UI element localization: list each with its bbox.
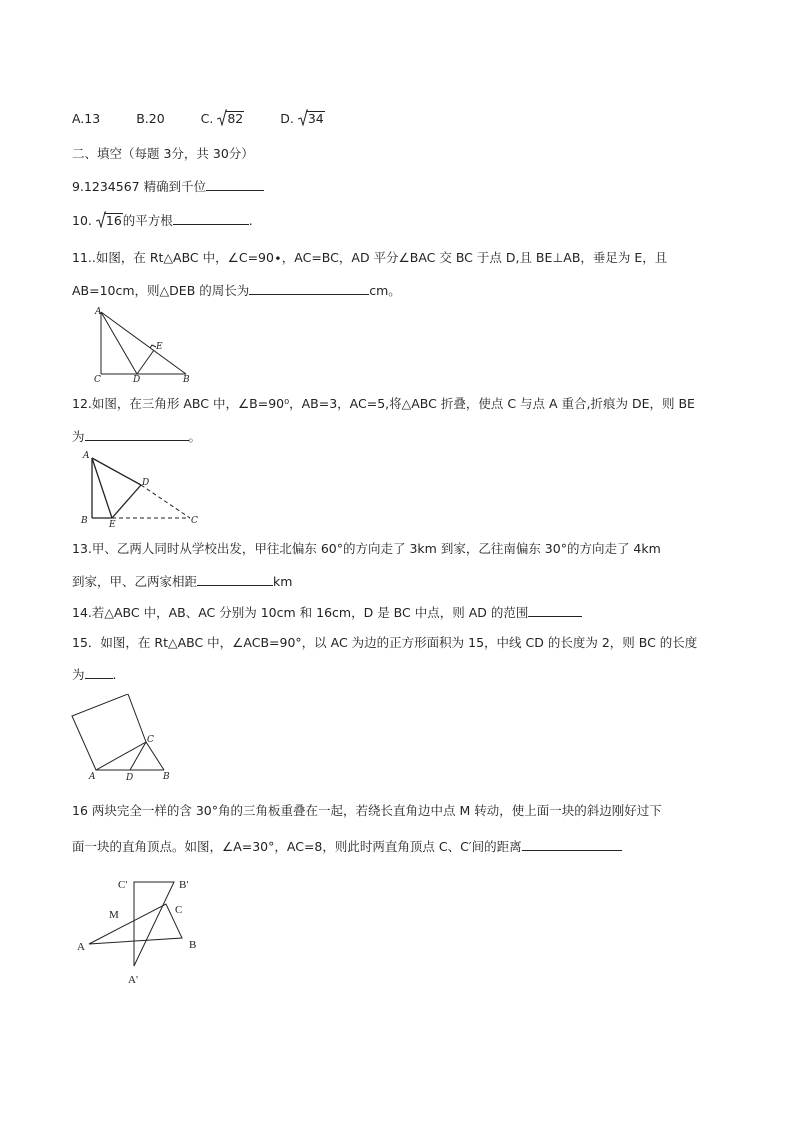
label-b: B — [81, 516, 88, 526]
option-d-label: D. — [280, 111, 294, 126]
q10-number: 10. — [72, 213, 92, 228]
sqrt-symbol — [298, 110, 325, 128]
q12-line2-suffix: 。 — [188, 429, 202, 444]
label-e: E — [109, 520, 116, 530]
label-c: C — [191, 516, 198, 526]
label-c: C — [94, 375, 101, 385]
q10 — [72, 212, 253, 230]
sqrt-symbol — [217, 110, 244, 128]
square-on-ac — [72, 694, 146, 770]
label-c: C — [147, 735, 154, 745]
answer-blank — [522, 838, 622, 851]
q9 — [72, 178, 264, 196]
q15-line2-prefix: 为 — [72, 667, 85, 682]
option-c-label: C. — [200, 111, 214, 126]
triangle-top — [134, 882, 174, 966]
label-a: A — [89, 772, 96, 782]
label-e: E — [156, 342, 163, 352]
answer-blank — [249, 282, 369, 295]
answer-blank — [528, 604, 582, 617]
q16-line2 — [72, 838, 622, 856]
q14-text: 14.若△ABC 中，AB、AC 分别为 10cm 和 16cm，D 是 BC 中点，则 AD 的范围 — [72, 605, 529, 620]
q11-line2-suffix: cm。 — [369, 283, 401, 298]
q10-radicand: 16 — [105, 213, 122, 228]
segment-ad — [101, 312, 137, 374]
q13-line1: 13.甲、乙两人同时从学校出发，甲往北偏东 60°的方向走了 3km 到家，乙往南偏东 30°的方向走了 4km — [72, 541, 661, 556]
option-d-radicand: 34 — [307, 111, 324, 126]
q12-figure — [75, 448, 210, 530]
answer-blank — [85, 428, 189, 441]
answer-blank — [197, 573, 273, 586]
label-c-prime: C' — [118, 879, 128, 891]
label-c: C — [175, 904, 183, 916]
q13-line2-suffix: km — [273, 574, 293, 589]
q9-text: 9.1234567 精确到千位 — [72, 179, 207, 194]
label-b: B — [189, 939, 197, 951]
section-title: 二、填空（每题 3分，共 30分） — [72, 146, 254, 161]
q16-figure — [74, 872, 214, 990]
q13-line2-prefix: 到家，甲、乙两家相距 — [72, 574, 198, 589]
q13-line2 — [72, 573, 292, 591]
side-cb — [146, 742, 164, 770]
option-c — [201, 110, 245, 128]
q12-line1: 12.如图，在三角形 ABC 中，∠B=90⁰，AB=3，AC=5,将△ABC 折叠，使点 C 与点 A 重合,折痕为 DE，则 BE — [72, 396, 695, 411]
answer-blank — [173, 212, 249, 225]
option-a: A.13 — [72, 111, 101, 126]
q11-figure — [90, 304, 200, 386]
q10-end: . — [248, 213, 253, 228]
segment-de — [137, 350, 154, 374]
segment-dc-dashed — [141, 485, 190, 518]
q15-line2 — [72, 666, 117, 684]
q10-text: 的平方根 — [122, 213, 173, 228]
q12-line2 — [72, 428, 201, 446]
label-m: M — [109, 909, 119, 921]
label-d: D — [142, 478, 150, 488]
q11-line1: 11..如图，在 Rt△ABC 中，∠C=90∙，AC=BC，AD 平分∠BAC 交 BC 于点 D,且 BE⊥AB，垂足为 E，且 — [72, 250, 668, 265]
label-b: B — [163, 772, 170, 782]
segment-ed — [112, 485, 141, 518]
label-b-prime: B' — [179, 879, 189, 891]
q15-line2-suffix: . — [112, 667, 117, 682]
q12-line2-prefix: 为 — [72, 429, 85, 444]
q16-line1: 16 两块完全一样的含 30°角的三角板重叠在一起，若绕长直角边中点 M 转动，使上面一块的斜边刚好过下 — [72, 803, 662, 818]
label-d: D — [126, 773, 134, 783]
triangle-bottom — [89, 904, 182, 944]
sqrt-symbol — [96, 212, 123, 230]
label-a-prime: A' — [128, 974, 138, 986]
q14 — [72, 604, 582, 622]
label-a: A — [83, 451, 90, 461]
label-a: A — [95, 307, 102, 317]
answer-blank — [206, 178, 264, 191]
q8-options — [72, 110, 357, 128]
q15-line1: 15．如图，在 Rt△ABC 中，∠ACB=90°，以 AC 为边的正方形面积为 15，中线 CD 的长度为 2，则 BC 的长度 — [72, 635, 698, 650]
label-a: A — [77, 941, 85, 953]
q15-figure — [68, 694, 178, 784]
q16-line2-text: 面一块的直角顶点。如图，∠A=30°，AC=8，则此时两直角顶点 C、C′间的距离 — [72, 839, 522, 854]
option-c-radicand: 82 — [227, 111, 244, 126]
label-b: B — [183, 375, 190, 385]
answer-blank — [85, 666, 113, 679]
option-d — [280, 110, 325, 128]
q11-line2-prefix: AB=10cm，则△DEB 的周长为 — [72, 283, 250, 298]
q11-line2 — [72, 282, 401, 300]
option-b: B.20 — [136, 111, 165, 126]
label-d: D — [133, 375, 141, 385]
